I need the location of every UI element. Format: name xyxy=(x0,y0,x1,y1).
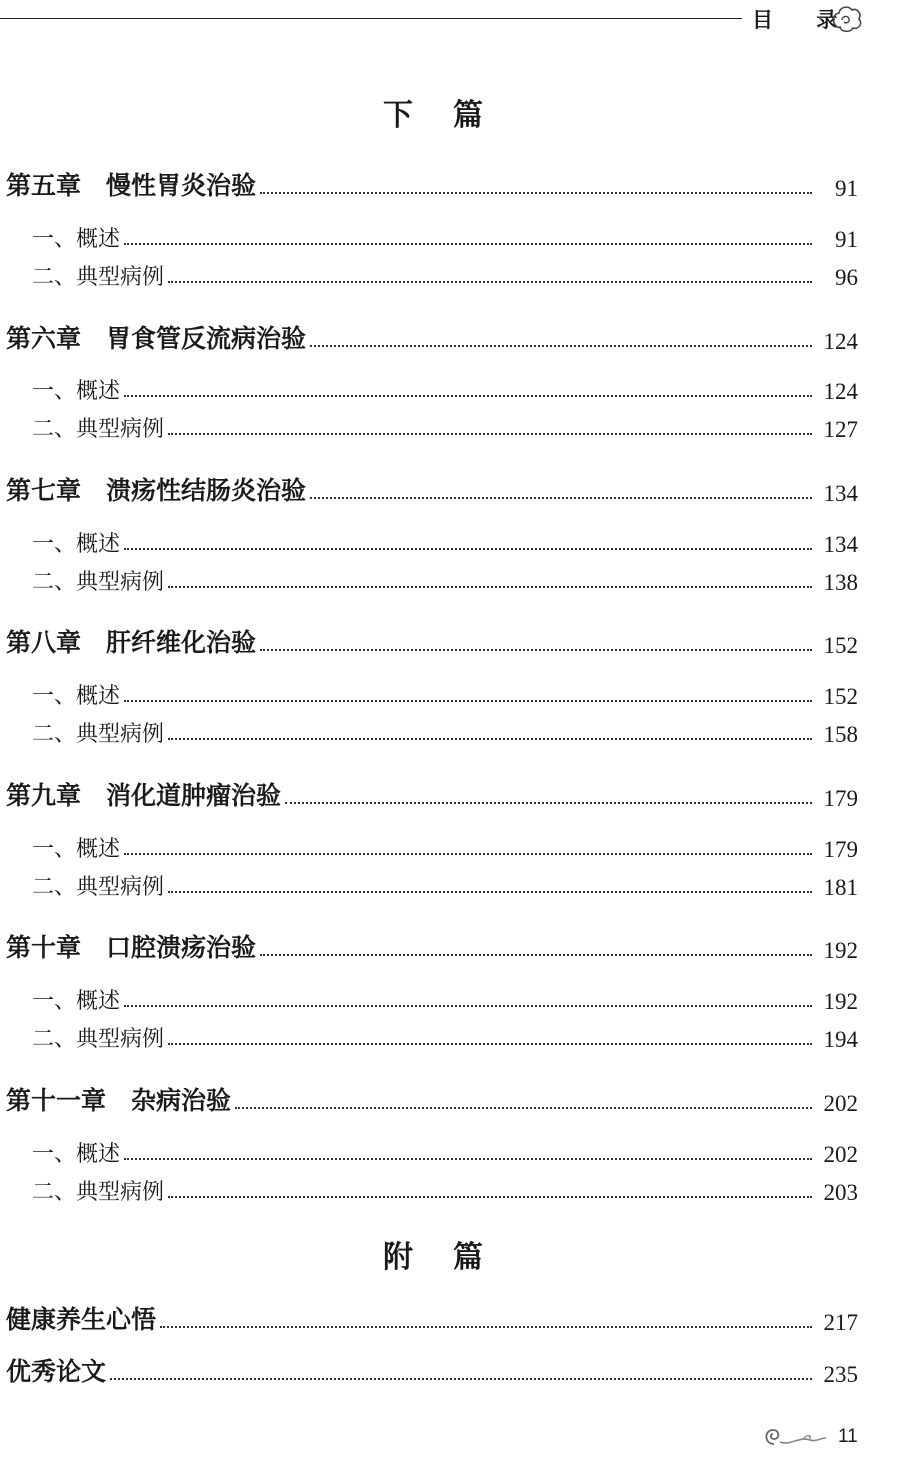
leader-dots xyxy=(260,192,812,194)
entry-label: 第十一章 杂病治验 xyxy=(6,1086,232,1115)
leader-dots xyxy=(168,433,812,435)
toc-section[interactable] xyxy=(32,867,858,901)
entry-label: 第八章 肝纤维化治验 xyxy=(6,628,257,657)
entry-label: 第六章 胃食管反流病治验 xyxy=(6,324,307,353)
leader-dots xyxy=(160,1326,812,1328)
toc-section[interactable] xyxy=(32,1172,858,1206)
leader-dots xyxy=(168,1043,812,1045)
toc-section[interactable] xyxy=(32,676,858,710)
entry-page: 124 xyxy=(823,329,858,354)
cloud-ornament-icon xyxy=(830,2,864,36)
entry-label: 一、概述 xyxy=(32,1142,121,1167)
toc-section[interactable] xyxy=(32,409,858,443)
leader-dots xyxy=(124,1158,812,1160)
entry-page: 203 xyxy=(823,1180,858,1205)
entry-page: 124 xyxy=(823,379,858,404)
toc-section[interactable] xyxy=(32,562,858,596)
toc-section[interactable] xyxy=(32,257,858,291)
part-title: 附篇 xyxy=(383,1240,523,1275)
entry-label: 一、概述 xyxy=(32,379,121,404)
leader-dots xyxy=(168,891,812,893)
entry-page: 91 xyxy=(835,176,858,201)
leader-dots xyxy=(235,1107,812,1109)
page-number: 11 xyxy=(838,1426,858,1447)
leader-dots xyxy=(110,1378,812,1380)
toc-chapter[interactable] xyxy=(6,625,858,659)
toc-chapter[interactable] xyxy=(6,778,858,812)
entry-label: 二、典型病例 xyxy=(32,722,165,747)
toc-chapter[interactable] xyxy=(6,168,858,202)
entry-label: 一、概述 xyxy=(32,532,121,557)
entry-page: 179 xyxy=(823,837,858,862)
leader-dots xyxy=(310,497,812,499)
toc-chapter[interactable] xyxy=(6,321,858,355)
entry-page: 152 xyxy=(823,684,858,709)
entry-page: 152 xyxy=(823,633,858,658)
leader-dots xyxy=(260,649,812,651)
toc-section[interactable] xyxy=(32,219,858,253)
toc-chapter[interactable] xyxy=(6,473,858,507)
toc-chapter[interactable] xyxy=(6,1302,858,1336)
entry-page: 235 xyxy=(823,1362,858,1387)
leader-dots xyxy=(285,802,812,804)
entry-page: 179 xyxy=(823,786,858,811)
entry-page: 134 xyxy=(823,481,858,506)
part-title: 下篇 xyxy=(383,98,523,133)
leader-dots xyxy=(168,738,812,740)
entry-page: 202 xyxy=(823,1091,858,1116)
leader-dots xyxy=(124,853,812,855)
leader-dots xyxy=(168,281,812,283)
toc-section[interactable] xyxy=(32,371,858,405)
entry-label: 二、典型病例 xyxy=(32,1180,165,1205)
entry-page: 134 xyxy=(823,532,858,557)
leader-dots xyxy=(124,395,812,397)
leader-dots xyxy=(124,1005,812,1007)
entry-page: 192 xyxy=(823,989,858,1014)
leader-dots xyxy=(124,700,812,702)
toc-chapter[interactable] xyxy=(6,1354,858,1388)
entry-label: 优秀论文 xyxy=(6,1357,107,1386)
leader-dots xyxy=(168,1196,812,1198)
entry-label: 二、典型病例 xyxy=(32,265,165,290)
entry-label: 第七章 溃疡性结肠炎治验 xyxy=(6,476,307,505)
entry-label: 一、概述 xyxy=(32,837,121,862)
toc-chapter[interactable] xyxy=(6,930,858,964)
toc-section[interactable] xyxy=(32,524,858,558)
swirl-ornament-icon xyxy=(760,1424,830,1450)
entry-page: 158 xyxy=(823,722,858,747)
toc-section[interactable] xyxy=(32,714,858,748)
toc-section[interactable] xyxy=(32,981,858,1015)
toc-chapter[interactable] xyxy=(6,1083,858,1117)
entry-page: 194 xyxy=(823,1027,858,1052)
leader-dots xyxy=(310,345,812,347)
entry-page: 192 xyxy=(823,938,858,963)
entry-label: 一、概述 xyxy=(32,227,121,252)
header-rule xyxy=(0,18,742,19)
leader-dots xyxy=(168,586,812,588)
entry-label: 第十章 口腔溃疡治验 xyxy=(6,933,257,962)
toc-section[interactable] xyxy=(32,829,858,863)
entry-page: 127 xyxy=(823,417,858,442)
entry-page: 138 xyxy=(823,570,858,595)
entry-page: 217 xyxy=(823,1310,858,1335)
entry-page: 181 xyxy=(823,875,858,900)
entry-label: 第九章 消化道肿瘤治验 xyxy=(6,781,282,810)
header-title: 目 录 xyxy=(752,8,856,32)
entry-label: 二、典型病例 xyxy=(32,417,165,442)
entry-page: 91 xyxy=(835,227,858,252)
entry-label: 二、典型病例 xyxy=(32,875,165,900)
entry-label: 二、典型病例 xyxy=(32,1027,165,1052)
leader-dots xyxy=(124,548,812,550)
entry-label: 第五章 慢性胃炎治验 xyxy=(6,171,257,200)
entry-label: 一、概述 xyxy=(32,989,121,1014)
entry-label: 健康养生心悟 xyxy=(6,1305,157,1334)
toc-section[interactable] xyxy=(32,1019,858,1053)
leader-dots xyxy=(124,243,812,245)
toc-section[interactable] xyxy=(32,1134,858,1168)
entry-label: 一、概述 xyxy=(32,684,121,709)
entry-label: 二、典型病例 xyxy=(32,570,165,595)
entry-page: 202 xyxy=(823,1142,858,1167)
leader-dots xyxy=(260,954,812,956)
entry-page: 96 xyxy=(835,265,858,290)
